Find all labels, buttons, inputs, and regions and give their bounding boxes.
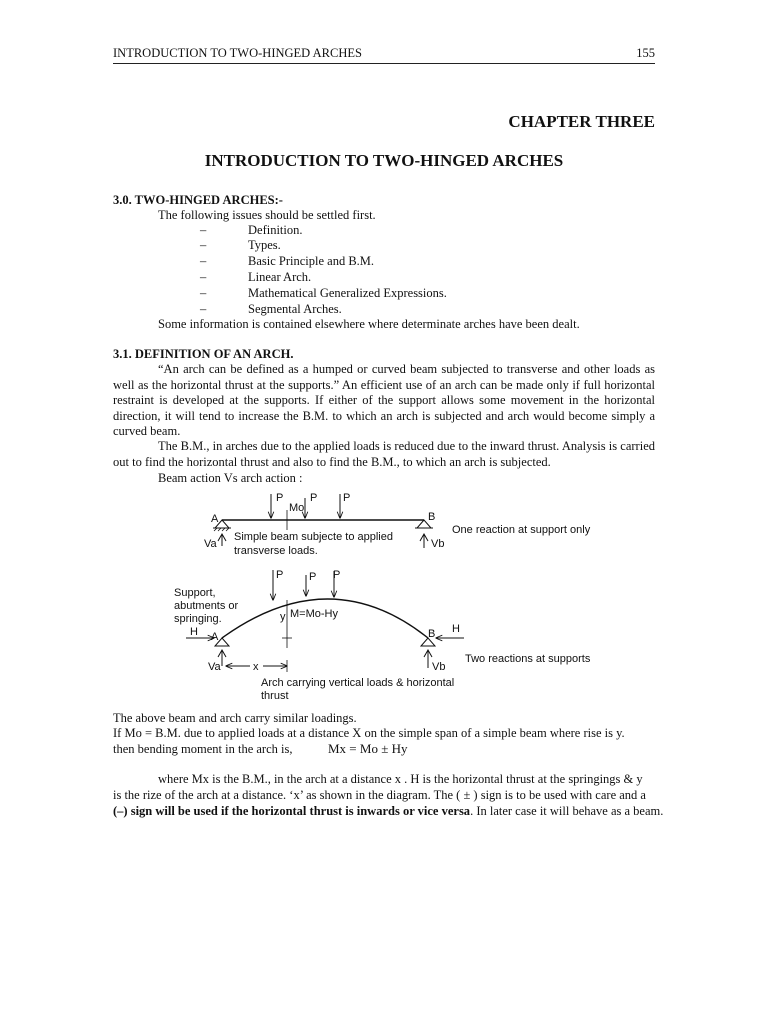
- sign-rule-rest: . In later case it will behave as a beam.: [470, 804, 664, 818]
- bending-moment-equation: Mx = Mo ± Hy: [328, 741, 408, 756]
- x-dimension-label: x: [253, 661, 259, 673]
- arch-note: Arch carrying vertical loads & horizontal: [261, 677, 455, 689]
- point-a-label: A: [211, 631, 219, 643]
- list-dash: –: [200, 238, 207, 252]
- after-line-1: The above beam and arch carry similar loadings.: [113, 711, 357, 725]
- list-dash: –: [200, 302, 207, 316]
- list-item: Mathematical Generalized Expressions.: [248, 286, 447, 300]
- load-label: P: [276, 569, 284, 581]
- list-item: Definition.: [248, 223, 303, 237]
- reaction-vb-arrow: [420, 534, 428, 548]
- beam-note: transverse loads.: [234, 545, 318, 557]
- support-note: Support,: [174, 587, 216, 599]
- list-item: Basic Principle and B.M.: [248, 254, 375, 268]
- where-line-2: is the rize of the arch at a distance. ‘x’ as shown in the diagram. The ( ± ) sign is to be used with care and a: [113, 788, 646, 802]
- beam-note: Simple beam subjecte to applied: [234, 531, 393, 543]
- rise-y-label: y: [280, 611, 286, 623]
- chapter-label: CHAPTER THREE: [508, 112, 655, 131]
- load-label: P: [309, 571, 317, 583]
- running-header: [113, 44, 655, 64]
- header-title: INTRODUCTION TO TWO-HINGED ARCHES: [113, 46, 362, 60]
- chapter-title: INTRODUCTION TO TWO-HINGED ARCHES: [204, 151, 564, 170]
- arch-note: thrust: [261, 690, 289, 702]
- section-3-1-heading: 3.1. DEFINITION OF AN ARCH.: [113, 347, 294, 361]
- list-item: Types.: [248, 238, 281, 252]
- load-label: P: [333, 569, 341, 581]
- after-line-2: If Mo = B.M. due to applied loads at a distance X on the simple span of a simple beam where rise is y.: [113, 726, 625, 740]
- support-note: springing.: [174, 613, 222, 625]
- analysis-paragraph: The B.M., in arches due to the applied loads is reduced due to the inward thrust. Analysis is carried out to find the horizontal thrust and also to find the B.M., to which an arch is subjected.: [113, 439, 655, 469]
- two-reactions-note: Two reactions at supports: [465, 653, 591, 665]
- page-number: 155: [636, 46, 655, 60]
- list-dash: –: [200, 223, 207, 237]
- beam-vs-arch-caption: Beam action Vs arch action :: [158, 471, 303, 485]
- reaction-va-label: Va: [204, 538, 217, 550]
- point-b-label: B: [428, 628, 436, 640]
- reaction-vb-arrow: [424, 650, 432, 668]
- thrust-h-label: H: [190, 626, 198, 638]
- support-note: abutments or: [174, 600, 239, 612]
- load-label: P: [276, 492, 284, 504]
- where-line-1: where Mx is the B.M., in the arch at a distance x . H is the horizontal thrust at the springings & y: [158, 772, 643, 786]
- list-dash: –: [200, 286, 207, 300]
- section-3-0-heading: 3.0. TWO-HINGED ARCHES:-: [113, 193, 283, 207]
- definition-paragraph: “An arch can be defined as a humped or curved beam subjected to transverse and other loads as well as the horizontal thrust at the supports.” An efficient use of an arch can be made only if full horizontal restraint is developed at the supports. If either of the support allows some movement in the horizontal direction, it will tend to increase the B.M. to which an arch is subjected and arch would become simply a curved beam.: [113, 362, 655, 438]
- point-b-label: B: [428, 511, 436, 523]
- sign-rule-bold: (–) sign will be used if the horizontal thrust is inwards or vice versa: [113, 804, 471, 818]
- reaction-va-label: Va: [208, 661, 221, 673]
- list-dash: –: [200, 270, 207, 284]
- one-reaction-note: One reaction at support only: [452, 524, 591, 536]
- section-3-0-note: Some information is contained elsewhere where determinate arches have been dealt.: [158, 317, 580, 331]
- moment-label: Mo: [289, 502, 305, 514]
- load-label: P: [343, 492, 351, 504]
- section-3-0-intro: The following issues should be settled first.: [158, 208, 376, 222]
- list-item: Linear Arch.: [248, 270, 312, 284]
- list-item: Segmental Arches.: [248, 302, 342, 316]
- moment-equation-label: M=Mo-Hy: [290, 608, 338, 620]
- beam-arch-diagram: [0, 480, 768, 710]
- list-dash: –: [200, 254, 207, 268]
- where-line-3: [113, 804, 663, 819]
- point-a-label: A: [211, 513, 219, 525]
- load-label: P: [310, 492, 318, 504]
- after-line-3: then bending moment in the arch is,: [113, 742, 293, 756]
- thrust-h-label: H: [452, 623, 460, 635]
- reaction-vb-label: Vb: [432, 661, 446, 673]
- reaction-va-arrow: [218, 534, 226, 546]
- reaction-vb-label: Vb: [431, 538, 445, 550]
